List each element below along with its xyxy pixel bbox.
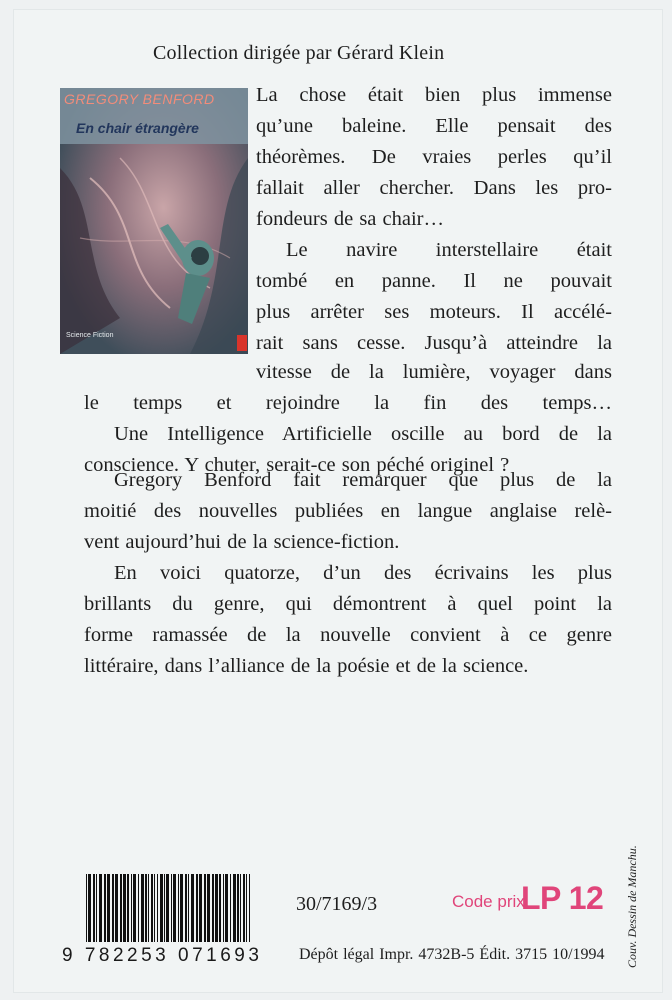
cover-title: En chair étrangère	[76, 120, 199, 136]
text-line: Gregory Benford fait remarquer que plus de la	[114, 469, 612, 491]
price-code-value: LP 12	[521, 880, 604, 916]
barcode-bar	[99, 874, 102, 942]
barcode-bar	[215, 874, 218, 942]
barcode-bar	[178, 874, 179, 942]
collection-line: Collection dirigée par Gérard Klein	[153, 42, 445, 64]
paragraph-1	[256, 80, 612, 235]
barcode-bar	[180, 874, 183, 942]
barcode-bar	[138, 874, 139, 942]
barcode-bar	[225, 874, 228, 942]
barcode-bar	[237, 874, 239, 942]
barcode-bar	[86, 874, 87, 942]
text-line: conscience. Y chuter, serait-ce son péché originel ?	[84, 454, 510, 476]
paragraph-4	[84, 465, 612, 558]
barcode-bar	[199, 874, 202, 942]
barcode-bar	[249, 874, 250, 942]
barcode-bar	[212, 874, 214, 942]
text-line: En voici quatorze, d’un des écrivains les plus	[114, 562, 612, 584]
text-line: littéraire, dans l’alliance de la poésie et de la science.	[84, 655, 529, 677]
legal-deposit: Dépôt légal Impr. 4732B-5 Édit. 3715 10/1994	[299, 946, 605, 963]
text-line: rait sans cesse. Jusqu’à atteindre la	[256, 332, 612, 354]
barcode-bar	[233, 874, 236, 942]
barcode-bar	[171, 874, 172, 942]
paragraph-2	[256, 235, 612, 359]
text-line: vitesse de la lumière, voyager dans	[256, 361, 612, 383]
text-line: tombé en panne. Il ne pouvait	[256, 270, 612, 292]
price-code-label: Code prix	[452, 892, 525, 911]
barcode-bar	[127, 874, 129, 942]
reference-number: 30/7169/3	[296, 893, 378, 915]
text-line: fondeurs de sa chair…	[256, 208, 445, 230]
barcode-bar	[185, 874, 187, 942]
barcode-bar	[157, 874, 158, 942]
barcode-bar	[120, 874, 122, 942]
cover-author: GREGORY BENFORD	[64, 91, 215, 107]
barcode-bar	[243, 874, 245, 942]
text-line: Une Intelligence Artificielle oscille au bord de la	[114, 423, 612, 445]
paragraph-5	[84, 558, 612, 682]
text-line: théorèmes. De vraies perles qu’il	[256, 146, 612, 168]
text-line: le temps et rejoindre la fin des temps…	[84, 392, 612, 414]
barcode-bar	[133, 874, 136, 942]
barcode-bar	[246, 874, 247, 942]
publisher-logo	[237, 335, 247, 351]
barcode-bar	[164, 874, 165, 942]
paragraph-2-continued	[84, 357, 612, 419]
text-line: brillants du genre, qui démontrent à quel point la	[84, 593, 612, 615]
barcode-bar	[148, 874, 149, 942]
barcode-bar	[123, 874, 126, 942]
barcode-bar	[223, 874, 224, 942]
barcode-bar	[154, 874, 155, 942]
text-line: fallait aller chercher. Dans les pro-	[256, 177, 612, 199]
barcode-bar	[240, 874, 241, 942]
barcode-bar	[166, 874, 169, 942]
barcode-bar	[131, 874, 132, 942]
cover-thumbnail	[60, 88, 248, 354]
barcode-bar	[93, 874, 95, 942]
barcode-bar	[160, 874, 163, 942]
barcode-bar	[107, 874, 110, 942]
barcode-bar	[219, 874, 221, 942]
barcode-bar	[173, 874, 176, 942]
barcode-bar	[188, 874, 189, 942]
barcode-bar	[115, 874, 118, 942]
barcode-digits: 9 782253 071693	[62, 945, 263, 966]
barcode-bar	[145, 874, 147, 942]
cover-credit: Couv. Dessin de Manchu.	[625, 845, 639, 968]
barcode-bar	[96, 874, 97, 942]
text-line: La chose était bien plus immense	[256, 84, 612, 106]
blurb-top	[256, 80, 612, 359]
cover-series: Science Fiction	[66, 332, 114, 339]
blurb-full	[84, 357, 612, 481]
barcode-bar	[230, 874, 231, 942]
text-line: moitié des nouvelles publiées en langue anglaise relè-	[84, 500, 612, 522]
text-line: vent aujourd’hui de la science-fiction.	[84, 531, 400, 553]
barcode-bar	[204, 874, 206, 942]
barcode-bar	[104, 874, 106, 942]
barcode-bar	[88, 874, 91, 942]
barcode-bar	[141, 874, 144, 942]
text-line: plus arrêter ses moteurs. Il accélé-	[256, 301, 612, 323]
barcode-bar	[151, 874, 153, 942]
text-line: qu’une baleine. Elle pensait des	[256, 115, 612, 137]
barcode-bar	[191, 874, 194, 942]
barcode-bar	[196, 874, 198, 942]
barcode-bar	[112, 874, 114, 942]
text-line: Le navire interstellaire était	[286, 239, 612, 261]
text-line: forme ramassée de la nouvelle convient à ce genre	[84, 624, 612, 646]
author-note	[84, 465, 612, 682]
barcode-bar	[207, 874, 210, 942]
